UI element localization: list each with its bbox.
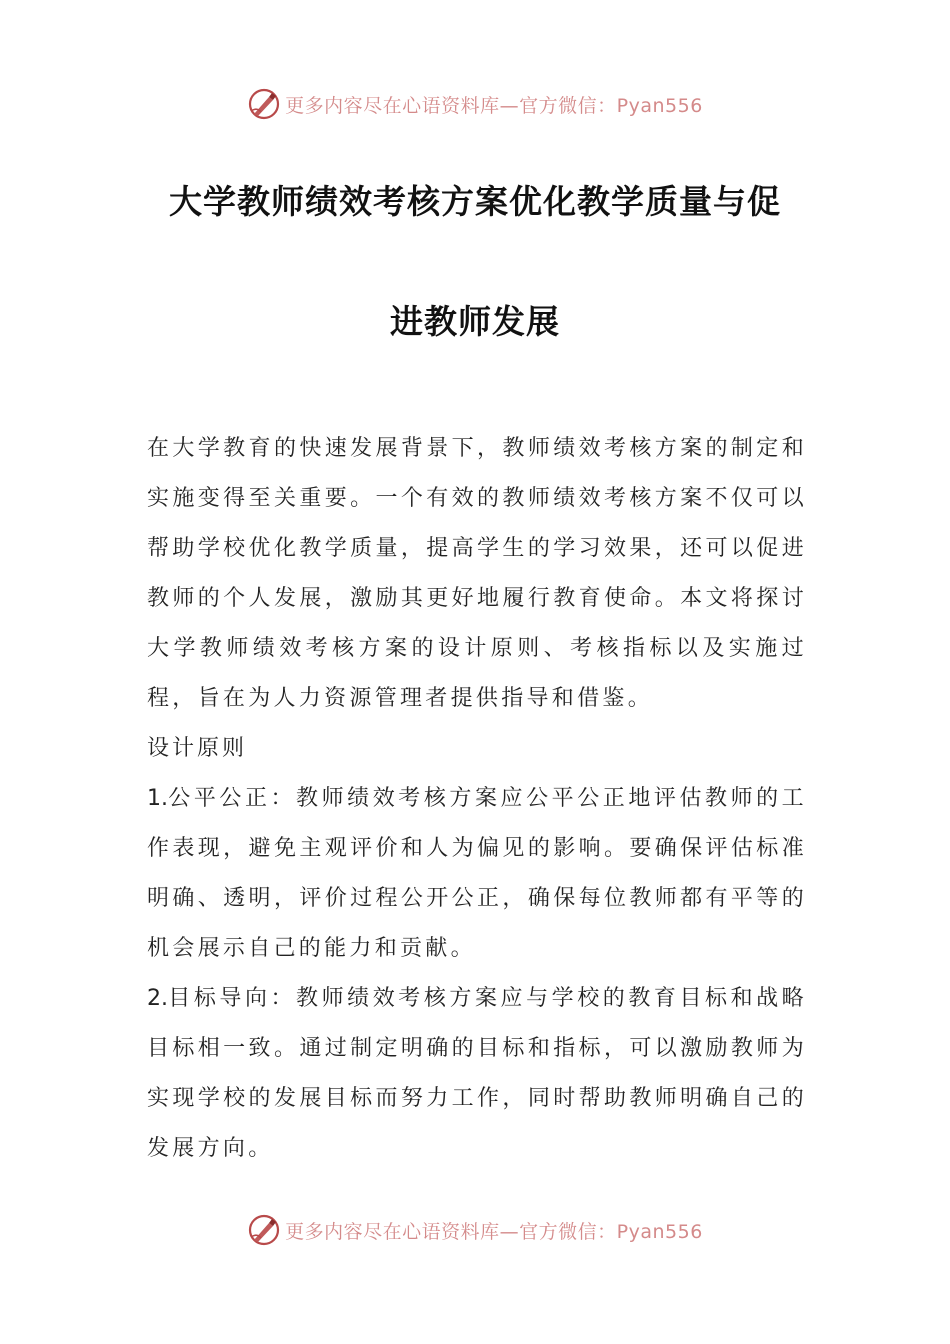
pen-circle-logo-icon	[247, 1213, 281, 1247]
list-item-number: 1.	[147, 786, 168, 811]
list-item-text: 公平公正：教师绩效考核方案应公平公正地评估教师的工作表现，避免主观评价和人为偏见的影响。要确保评估标准明确、透明，评价过程公开公正，确保每位教师都有平等的机会展示自己的能力和贡献。	[147, 786, 807, 961]
watermark-banner-bottom	[0, 1210, 950, 1250]
list-item-text: 目标导向：教师绩效考核方案应与学校的教育目标和战略目标相一致。通过制定明确的目标和指标，可以激励教师为实现学校的发展目标而努力工作，同时帮助教师明确自己的发展方向。	[147, 986, 807, 1161]
section-heading: 设计原则	[147, 736, 248, 761]
list-item-2	[147, 974, 807, 1174]
pen-circle-logo-icon	[247, 87, 281, 121]
watermark-text: 更多内容尽在心语资料库—官方微信：Pyan556	[285, 1220, 703, 1243]
intro-paragraph: 在大学教育的快速发展背景下，教师绩效考核方案的制定和实施变得至关重要。一个有效的教师绩效考核方案不仅可以帮助学校优化教学质量，提高学生的学习效果，还可以促进教师的个人发展，激励其更好地履行教育使命。本文将探讨大学教师绩效考核方案的设计原则、考核指标以及实施过程，旨在为人力资源管理者提供指导和借鉴。	[147, 436, 807, 711]
list-item-1	[147, 774, 807, 974]
watermark-banner-top	[0, 84, 950, 124]
document-title-line-2: 进教师发展	[390, 302, 560, 341]
list-item-number: 2.	[147, 986, 168, 1011]
watermark-text: 更多内容尽在心语资料库—官方微信：Pyan556	[285, 94, 703, 117]
document-title-line-1: 大学教师绩效考核方案优化教学质量与促	[169, 182, 781, 221]
